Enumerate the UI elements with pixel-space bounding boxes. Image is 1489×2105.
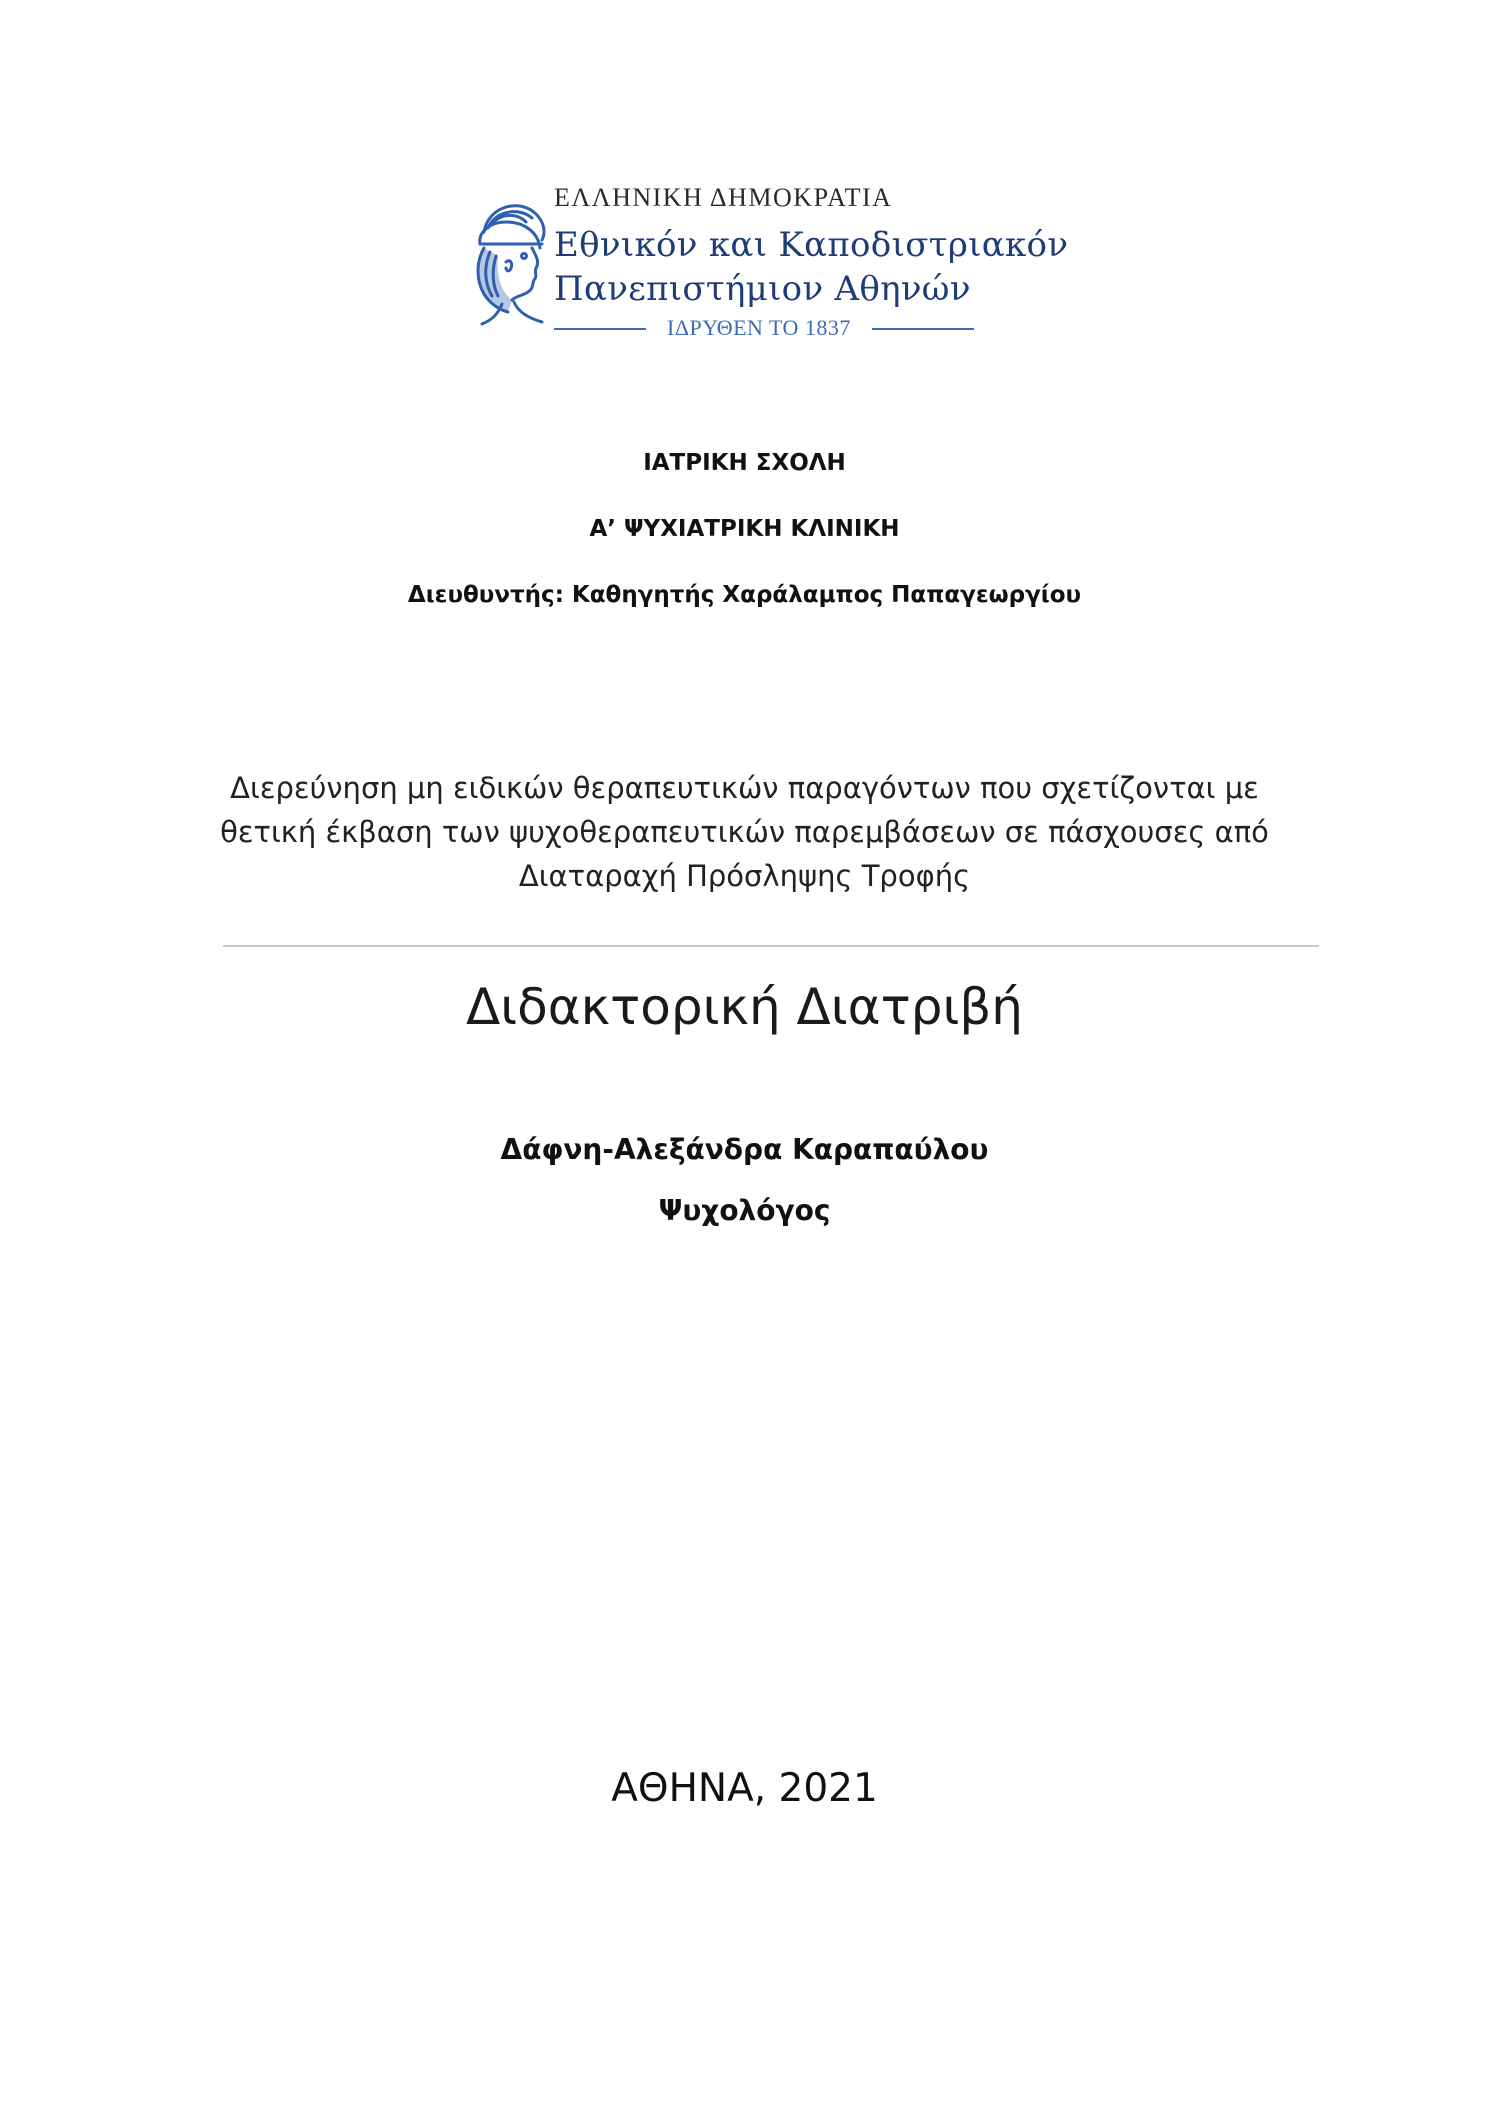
founded-rule-left xyxy=(554,328,646,330)
thesis-title-line: θετική έκβαση των ψυχοθεραπευτικών παρεμβάσεων σε πάσχουσες από xyxy=(220,815,1269,849)
founded-rule-right xyxy=(872,328,974,330)
author-name: Δάφνη-Αλεξάνδρα Καραπαύλου xyxy=(500,1133,989,1166)
thesis-title xyxy=(0,766,1489,898)
director-line: Διευθυντής: Καθηγητής Χαράλαμπος Παπαγεωργίου xyxy=(407,582,1082,608)
university-name-line-2: Πανεπιστήμιον Αθηνών xyxy=(554,269,971,309)
document-type: Διδακτορική Διατριβή xyxy=(466,978,1023,1036)
athena-head-icon xyxy=(462,192,554,328)
university-logo xyxy=(462,178,1082,358)
founded-row xyxy=(554,315,974,343)
thesis-title-line: Διαταραχή Πρόσληψης Τροφής xyxy=(518,859,971,893)
title-divider xyxy=(223,945,1319,947)
thesis-title-line: Διερεύνηση μη ειδικών θεραπευτικών παραγόντων που σχετίζονται με xyxy=(230,771,1259,805)
school-heading: ΙΑΤΡΙΚΗ ΣΧΟΛΗ xyxy=(643,450,846,476)
author-profession: Ψυχολόγος xyxy=(658,1194,831,1227)
republic-label: ΕΛΛΗΝΙΚΗ ΔΗΜΟΚΡΑΤΙΑ xyxy=(554,183,893,212)
clinic-heading: Α’ ΨΥΧΙΑΤΡΙΚΗ ΚΛΙΝΙΚΗ xyxy=(589,516,900,542)
founded-label: ΙΔΡΥΘΕΝ ΤΟ 1837 xyxy=(667,315,851,340)
place-and-year: ΑΘΗΝΑ, 2021 xyxy=(611,1766,878,1811)
university-name-line-1: Εθνικόν και Καποδιστριακόν xyxy=(554,225,1069,265)
